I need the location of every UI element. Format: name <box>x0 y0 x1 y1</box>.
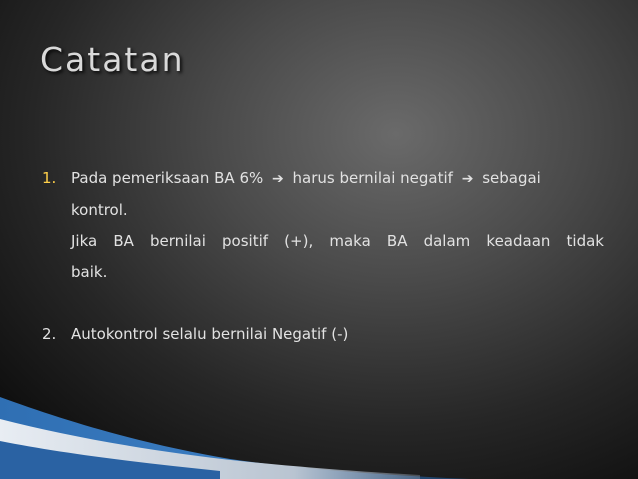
list-item-1 <box>42 163 604 288</box>
text-fragment: Pada pemeriksaan BA 6% <box>71 169 264 187</box>
list-number-1: 1. <box>42 169 57 187</box>
list-item-2-body <box>71 319 604 350</box>
list-item-1-line-1 <box>71 163 604 195</box>
list-item-2-line-1: Autokontrol selalu bernilai Negatif (-) <box>71 325 349 343</box>
list-number-2: 2. <box>42 325 57 343</box>
slide-title: Catatan <box>40 40 185 79</box>
arrow-right-icon: ➔ <box>272 171 284 187</box>
list-item-1-line-4: baik. <box>71 263 108 281</box>
bottom-swoosh-decoration <box>0 389 638 479</box>
text-fragment: harus bernilai negatif <box>292 169 453 187</box>
list-item-2 <box>42 319 604 350</box>
list-item-1-line-3: Jika BA bernilai positif (+), maka BA dalam keadaan tidak <box>71 232 604 250</box>
spacer <box>42 288 604 319</box>
text-fragment: sebagai <box>482 169 541 187</box>
slide-content <box>42 163 604 350</box>
list-item-1-line-2: kontrol. <box>71 201 128 219</box>
arrow-right-icon: ➔ <box>461 171 474 187</box>
list-item-1-body <box>71 163 604 288</box>
